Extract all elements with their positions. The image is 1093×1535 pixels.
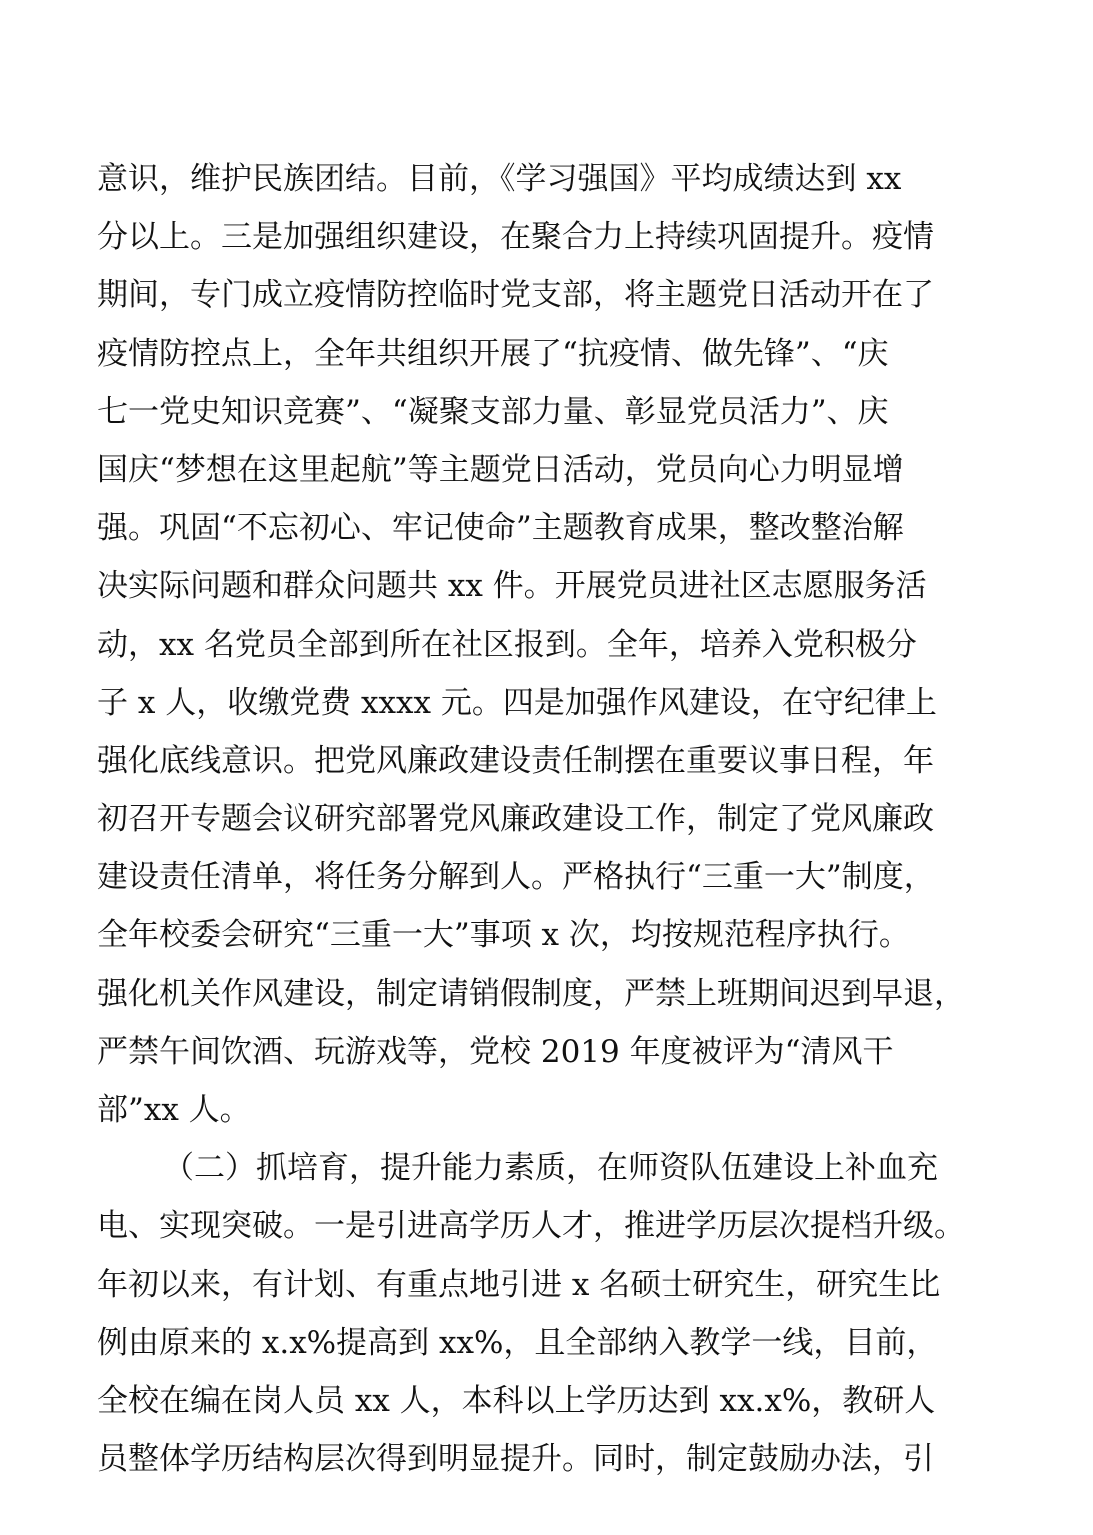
text-line: 意识，维护民族团结。目前，《学习强国》平均成绩达到 xx [97, 161, 902, 197]
text-line: 强。巩固“不忘初心、牢记使命”主题教育成果，整改整治解 [97, 510, 904, 547]
text-line: 动，xx 名党员全部到所在社区报到。全年，培养入党积极分 [97, 626, 917, 663]
text-line: 全年校委会研究“三重一大”事项 x 次，均按规范程序执行。 [97, 917, 910, 954]
text-line: 全校在编在岗人员 xx 人，本科以上学历达到 xx.x%，教研人 [97, 1382, 936, 1419]
text-line: 电、实现突破。一是引进高学历人才，推进学历层次提档升级。 [97, 1208, 965, 1245]
text-line: 员整体学历结构层次得到明显提升。同时，制定鼓励办法，引 [97, 1441, 934, 1478]
text-line: 国庆“梦想在这里起航”等主题党日活动，党员向心力明显增 [97, 451, 904, 488]
text-line: 严禁午间饮酒、玩游戏等，党校 2019 年度被评为“清风干 [97, 1033, 894, 1070]
text-line: 七一党史知识竞赛”、“凝聚支部力量、彰显党员活力”、庆 [97, 393, 889, 430]
body-text [97, 150, 1007, 1488]
text-line: 期间，专门成立疫情防控临时党支部，将主题党日活动开在了 [97, 277, 934, 314]
text-line: 初召开专题会议研究部署党风廉政建设工作，制定了党风廉政 [97, 801, 934, 838]
text-line: 年初以来，有计划、有重点地引进 x 名硕士研究生，研究生比 [97, 1266, 941, 1303]
section-heading-line: （二）抓培育，提升能力素质，在师资队伍建设上补血充 [163, 1150, 938, 1187]
text-line: 建设责任清单，将任务分解到人。严格执行“三重一大”制度， [97, 859, 935, 896]
text-line: 部”xx 人。 [97, 1092, 251, 1128]
text-line: 分以上。三是加强组织建设，在聚合力上持续巩固提升。疫情 [97, 219, 934, 256]
text-line: 例由原来的 x.x%提高到 xx%，且全部纳入教学一线，目前， [97, 1324, 938, 1361]
text-line: 疫情防控点上，全年共组织开展了“抗疫情、做先锋”、“庆 [97, 335, 889, 372]
text-line: 决实际问题和群众问题共 xx 件。开展党员进社区志愿服务活 [97, 568, 927, 605]
text-line: 强化底线意识。把党风廉政建设责任制摆在重要议事日程，年 [97, 742, 934, 779]
text-line: 强化机关作风建设，制定请销假制度，严禁上班期间迟到早退， [97, 975, 965, 1012]
text-line: 子 x 人，收缴党费 xxxx 元。四是加强作风建设，在守纪律上 [97, 684, 937, 721]
